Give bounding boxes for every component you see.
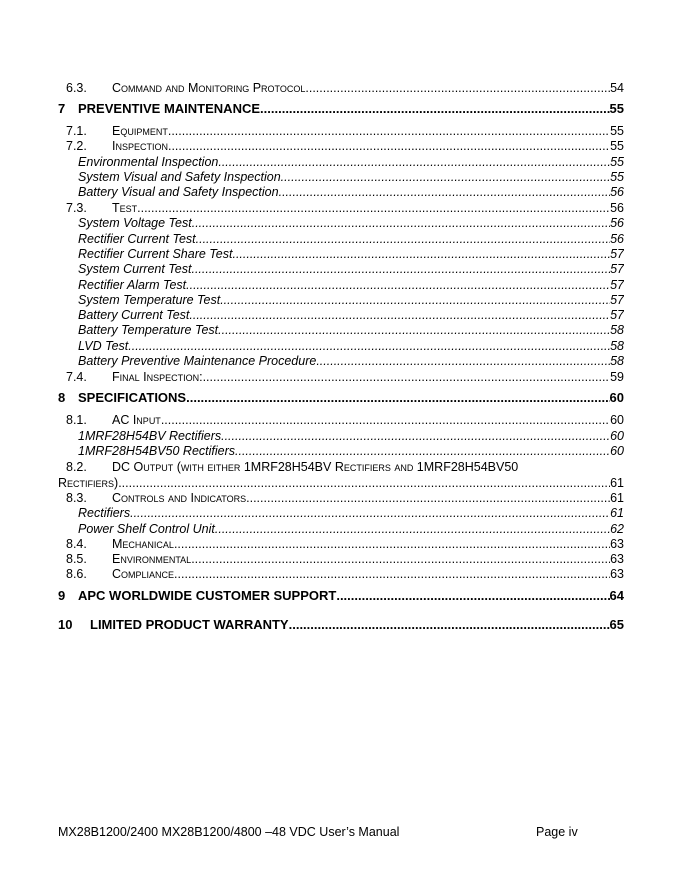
toc-entry[interactable] <box>0 169 680 185</box>
toc-entry-text <box>78 428 624 444</box>
toc-entry-title: Battery Current Test <box>78 308 190 322</box>
toc-entry-text <box>112 459 624 475</box>
dot-leader <box>128 338 610 354</box>
toc-entry-title: Rectifiers) <box>58 476 119 490</box>
toc-entry-page: 61 <box>610 506 624 520</box>
toc-entry-title: Environmental Inspection <box>78 155 219 169</box>
dot-leader <box>192 215 610 231</box>
toc-entry-number: 9 <box>58 588 66 603</box>
toc-entry-page: 63 <box>610 537 624 551</box>
toc-entry-page: 55 <box>610 139 624 153</box>
toc-entry[interactable] <box>0 154 680 170</box>
toc-entry-text <box>78 338 624 354</box>
toc-entry-number: 8 <box>58 390 66 405</box>
dot-leader <box>191 551 610 567</box>
toc-entry-title: PREVENTIVE MAINTENANCE <box>78 101 261 116</box>
toc-entry[interactable] <box>0 353 680 369</box>
toc-entry-page: 55 <box>610 155 624 169</box>
toc-entry-number: 7.2. <box>66 139 87 153</box>
toc-entry-text <box>112 138 624 154</box>
dot-leader <box>203 369 611 385</box>
toc-entry-text <box>112 412 624 428</box>
toc-entry[interactable] <box>0 617 680 633</box>
toc-entry-title: SPECIFICATIONS <box>78 390 187 405</box>
toc-entry-page: 61 <box>610 476 624 490</box>
toc-entry-title: AC Input <box>112 413 161 427</box>
toc-entry-text <box>58 475 624 491</box>
toc-entry-page: 63 <box>610 567 624 581</box>
toc-entry-text <box>78 101 624 117</box>
toc-entry-title: Rectifier Current Share Test <box>78 247 233 261</box>
toc-entry-number: 8.3. <box>66 491 87 505</box>
toc-entry[interactable] <box>0 215 680 231</box>
dot-leader <box>305 80 610 96</box>
toc-entry[interactable] <box>0 412 680 428</box>
toc-entry-text <box>78 505 624 521</box>
toc-entry-title: Rectifier Current Test <box>78 232 196 246</box>
toc-entry-title: APC WORLDWIDE CUSTOMER SUPPORT <box>78 588 337 603</box>
dot-leader <box>218 322 610 338</box>
dot-leader <box>189 307 610 323</box>
toc-entry-title: Battery Visual and Safety Inspection <box>78 185 279 199</box>
toc-entry-page: 60 <box>609 390 624 405</box>
toc-entry-page: 57 <box>610 262 624 276</box>
dot-leader <box>118 475 610 491</box>
toc-entry-page: 55 <box>610 124 624 138</box>
dot-leader <box>161 412 610 428</box>
toc-entry-text <box>112 551 624 567</box>
dot-leader <box>196 231 610 247</box>
toc-entry-page: 58 <box>610 354 624 368</box>
toc-entry-title: LVD Test <box>78 339 129 353</box>
toc-entry[interactable] <box>0 490 680 506</box>
toc-entry-number: 7.3. <box>66 201 87 215</box>
toc-entry-text <box>78 292 624 308</box>
toc-entry-text <box>78 246 624 262</box>
toc-entry-page: 56 <box>610 185 624 199</box>
dot-leader <box>281 169 610 185</box>
toc-entry-page: 55 <box>609 101 624 116</box>
toc-entry-text <box>78 521 624 537</box>
toc-entry-page: 57 <box>610 308 624 322</box>
toc-entry-title: System Current Test <box>78 262 192 276</box>
toc-entry-text <box>78 154 624 170</box>
toc-entry-title: System Temperature Test <box>78 293 221 307</box>
toc-entry-text <box>90 617 624 633</box>
toc-entry-title: DC Output (with either 1MRF28H54BV Rectifiers and 1MRF28H54BV50 <box>112 460 519 474</box>
dot-leader <box>336 588 609 604</box>
toc-entry-title: 1MRF28H54BV50 Rectifiers <box>78 444 236 458</box>
toc-entry-page: 61 <box>610 491 624 505</box>
toc-entry-text <box>78 353 624 369</box>
toc-entry-text <box>112 369 624 385</box>
toc-entry[interactable] <box>0 338 680 354</box>
toc-entry[interactable] <box>0 536 680 552</box>
toc-entry-title: Inspection <box>112 139 168 153</box>
toc-entry-text <box>112 490 624 506</box>
toc-entry-number: 8.1. <box>66 413 87 427</box>
toc-entry-number: 8.2. <box>66 460 87 474</box>
toc-entry-page: 65 <box>609 617 624 632</box>
toc-entry-page: 56 <box>610 232 624 246</box>
toc-entry-page: 64 <box>609 588 624 603</box>
toc-entry-page: 57 <box>610 293 624 307</box>
toc-entry-page: 56 <box>610 201 624 215</box>
toc-entry[interactable] <box>0 521 680 537</box>
dot-leader <box>235 443 610 459</box>
toc-entry-page: 63 <box>610 552 624 566</box>
dot-leader <box>186 277 610 293</box>
toc-entry[interactable] <box>0 588 680 604</box>
toc-entry-title: 1MRF28H54BV Rectifiers <box>78 429 222 443</box>
toc-entry[interactable] <box>0 505 680 521</box>
toc-entry-title: Compliance <box>112 567 175 581</box>
dot-leader <box>232 246 610 262</box>
toc-entry-page: 59 <box>610 370 624 384</box>
toc-entry-number: 7 <box>58 101 66 116</box>
toc-entry[interactable] <box>0 369 680 385</box>
dot-leader <box>218 154 610 170</box>
toc-entry-number: 7.4. <box>66 370 87 384</box>
toc-entry-title: Battery Temperature Test <box>78 323 219 337</box>
toc-entry[interactable] <box>0 443 680 459</box>
toc-entry[interactable] <box>0 261 680 277</box>
dot-leader <box>191 261 610 277</box>
toc-entry[interactable] <box>0 80 680 96</box>
dot-leader <box>215 521 610 537</box>
toc-entry-page: 57 <box>610 247 624 261</box>
toc-entry-title: Environmental <box>112 552 192 566</box>
toc-entry-text <box>112 200 624 216</box>
toc-entry-page: 56 <box>610 216 624 230</box>
toc-entry-page: 62 <box>610 522 624 536</box>
toc-entry-page: 54 <box>610 81 624 95</box>
toc-entry[interactable] <box>0 246 680 262</box>
toc-entry-text <box>78 443 624 459</box>
dot-leader <box>168 138 610 154</box>
toc-entry-page: 57 <box>610 278 624 292</box>
toc-entry-title: Command and Monitoring Protocol <box>112 81 306 95</box>
toc-entry-title: Power Shelf Control Unit <box>78 522 215 536</box>
dot-leader <box>289 617 610 633</box>
toc-entry-number: 8.4. <box>66 537 87 551</box>
toc-entry[interactable] <box>0 307 680 323</box>
toc-entry-title: Test <box>112 201 138 215</box>
toc-entry[interactable] <box>0 231 680 247</box>
toc-entry-title: System Voltage Test <box>78 216 192 230</box>
toc-entry-text <box>78 215 624 231</box>
dot-leader <box>220 292 610 308</box>
toc-entry-text <box>78 184 624 200</box>
dot-leader <box>174 566 610 582</box>
toc-entry-title: Controls and Indicators <box>112 491 247 505</box>
toc-entry-text <box>112 566 624 582</box>
toc-entry-title: Rectifiers <box>78 506 131 520</box>
toc-entry-text <box>78 169 624 185</box>
toc-entry-text <box>112 123 624 139</box>
toc-entry-text <box>78 390 624 406</box>
toc-entry-text <box>112 80 624 96</box>
toc-entry-title: Mechanical <box>112 537 174 551</box>
toc-entry[interactable] <box>0 475 680 491</box>
toc-entry-title: System Visual and Safety Inspection <box>78 170 281 184</box>
toc-entry[interactable] <box>0 322 680 338</box>
toc-entry-title: LIMITED PRODUCT WARRANTY <box>90 617 289 632</box>
toc-entry-number: 8.5. <box>66 552 87 566</box>
toc-entry-number: 6.3. <box>66 81 87 95</box>
toc-entry[interactable] <box>0 200 680 216</box>
dot-leader <box>246 490 610 506</box>
toc-entry-page: 60 <box>610 444 624 458</box>
toc-entry-page: 60 <box>610 413 624 427</box>
toc-entry[interactable] <box>0 390 680 406</box>
toc-entry-number: 8.6. <box>66 567 87 581</box>
toc-entry-page: 58 <box>610 339 624 353</box>
dot-leader <box>279 184 611 200</box>
toc-entry[interactable] <box>0 551 680 567</box>
toc-entry-title: Rectifier Alarm Test <box>78 278 187 292</box>
toc-entry-page: 58 <box>610 323 624 337</box>
toc-entry-text <box>78 231 624 247</box>
page-number: Page iv <box>536 825 578 839</box>
dot-leader <box>221 428 610 444</box>
toc-entry[interactable] <box>0 566 680 582</box>
toc-entry-text <box>78 322 624 338</box>
toc-entry-page: 55 <box>610 170 624 184</box>
toc-entry[interactable] <box>0 184 680 200</box>
manual-title: MX28B1200/2400 MX28B1200/4800 –48 VDC User’s Manual <box>58 825 400 839</box>
dot-leader <box>260 101 610 117</box>
toc-entry[interactable] <box>0 292 680 308</box>
toc-entry[interactable] <box>0 428 680 444</box>
dot-leader <box>137 200 610 216</box>
toc-entry[interactable] <box>0 138 680 154</box>
toc-entry-text <box>112 536 624 552</box>
dot-leader <box>174 536 610 552</box>
dot-leader <box>130 505 610 521</box>
dot-leader <box>168 123 610 139</box>
toc-entry[interactable] <box>0 277 680 293</box>
toc-entry-title: Battery Preventive Maintenance Procedure <box>78 354 317 368</box>
toc-entry[interactable] <box>0 123 680 139</box>
toc-entry-text <box>78 277 624 293</box>
page-footer <box>0 823 680 841</box>
toc-entry-number: 10 <box>58 617 73 632</box>
toc-entry-title: Equipment <box>112 124 168 138</box>
toc-entry-number: 7.1. <box>66 124 87 138</box>
toc-entry[interactable] <box>0 101 680 117</box>
toc-entry[interactable] <box>0 459 680 475</box>
toc-entry-text <box>78 588 624 604</box>
toc-entry-text <box>78 261 624 277</box>
toc-entry-page: 60 <box>610 429 624 443</box>
dot-leader <box>316 353 610 369</box>
dot-leader <box>186 390 609 406</box>
toc-entry-title: Final Inspection: <box>112 370 203 384</box>
toc-entry-text <box>78 307 624 323</box>
